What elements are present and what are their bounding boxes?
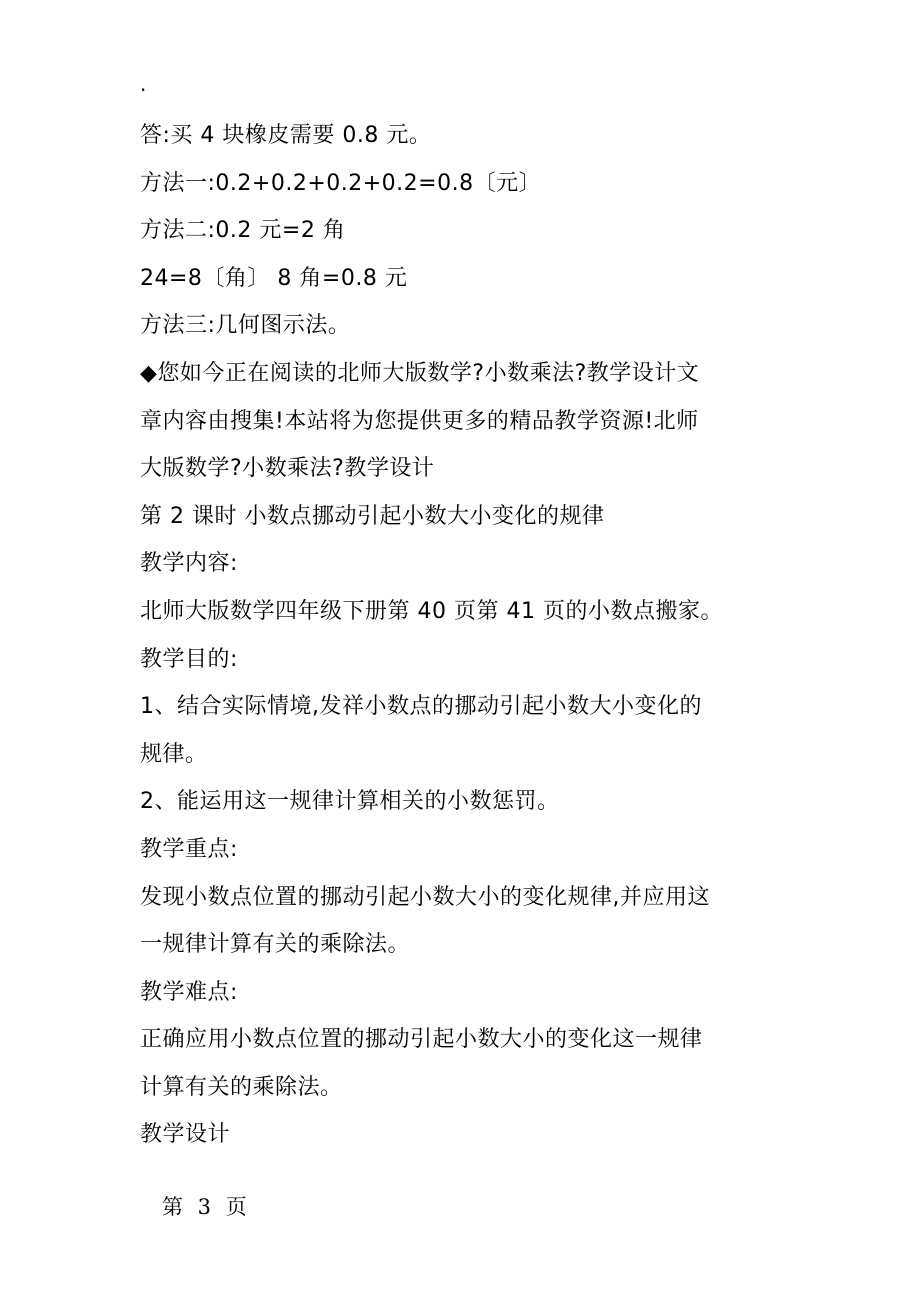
difficulty-line-2: 计算有关的乘除法。 [140, 1074, 343, 1100]
document-body [140, 112, 800, 1159]
method-two-calc-line: 24=8〔角〕 8 角=0.8 元 [140, 265, 408, 291]
goal-1-line-2: 规律。 [140, 741, 208, 767]
section-heading-goals: 教学目的: [140, 646, 238, 672]
notice-line-1: ◆您如今正在阅读的北师大版数学?小数乘法?教学设计文 [140, 360, 700, 386]
header-dot: . [140, 72, 147, 96]
goal-2: 2、能运用这一规律计算相关的小数惩罚。 [140, 789, 560, 815]
page-number: 第 3 页 [162, 1195, 249, 1219]
section-heading-difficulties: 教学难点: [140, 979, 238, 1005]
key-point-line-2: 一规律计算有关的乘除法。 [140, 932, 411, 958]
section-heading-content: 教学内容: [140, 551, 238, 577]
method-three-line: 方法三:几何图示法。 [140, 313, 351, 339]
section-heading-design: 教学设计 [140, 1122, 231, 1148]
section-heading-key-points: 教学重点: [140, 836, 238, 862]
method-one-line: 方法一:0.2+0.2+0.2+0.2=0.8〔元〕 [140, 170, 542, 196]
lesson-title: 第 2 课时 小数点挪动引起小数大小变化的规律 [140, 503, 605, 529]
method-two-line: 方法二:0.2 元=2 角 [140, 218, 346, 244]
content-text: 北师大版数学四年级下册第 40 页第 41 页的小数点搬家。 [140, 598, 723, 624]
answer-line: 答:买 4 块橡皮需要 0.8 元。 [140, 123, 432, 148]
notice-line-3: 大版数学?小数乘法?教学设计 [140, 456, 435, 482]
notice-line-2: 章内容由搜集!本站将为您提供更多的精品教学资源!北师 [140, 408, 699, 434]
difficulty-line-1: 正确应用小数点位置的挪动引起小数大小的变化这一规律 [140, 1027, 703, 1053]
key-point-line-1: 发现小数点位置的挪动引起小数大小的变化规律,并应用这 [140, 884, 710, 910]
goal-1-line-1: 1、结合实际情境,发祥小数点的挪动引起小数大小变化的 [140, 694, 702, 720]
